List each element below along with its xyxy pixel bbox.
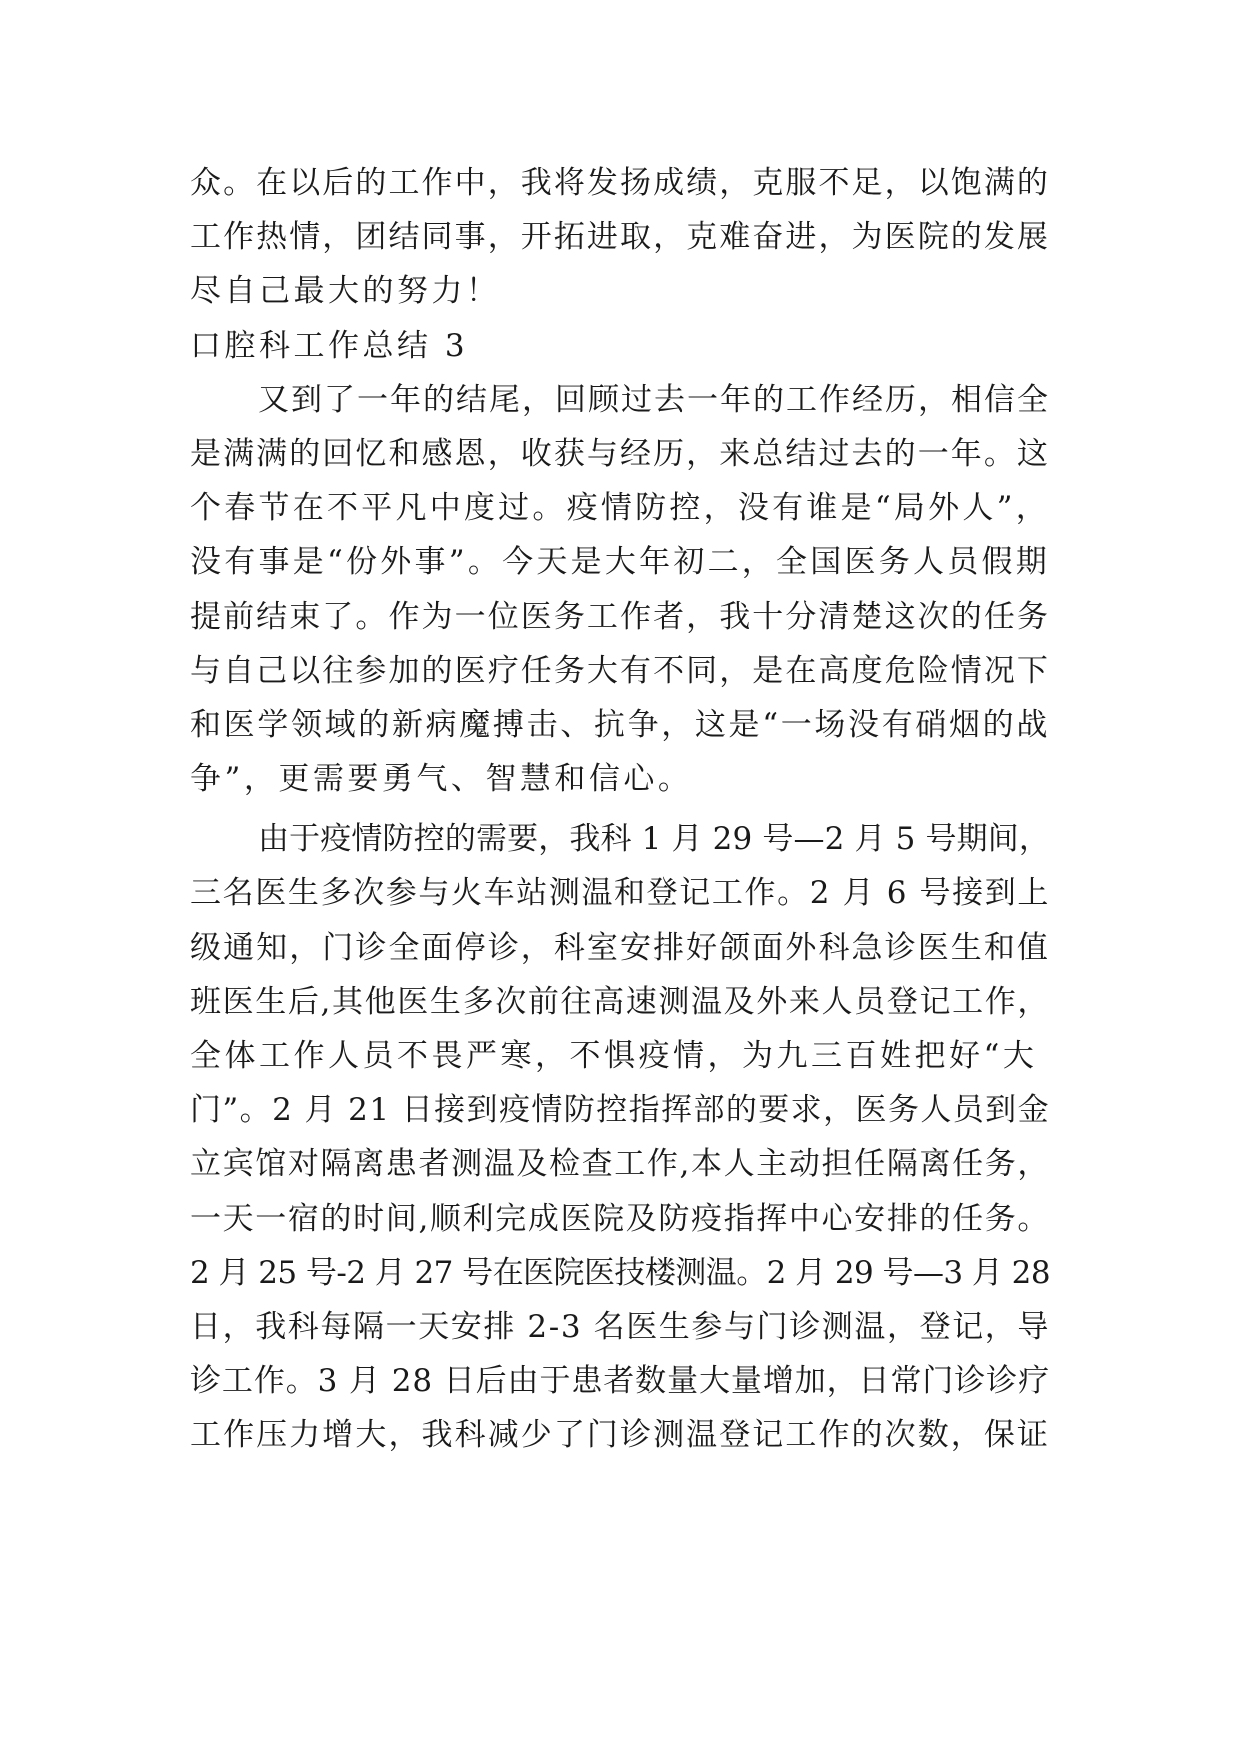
section-heading: 口腔科工作总结 3 bbox=[190, 327, 469, 364]
text-line: 日，我科每隔一天安排 2-3 名医生参与门诊测温，登记，导 bbox=[190, 1308, 1050, 1345]
text-line: 又到了一年的结尾，回顾过去一年的工作经历，相信全 bbox=[258, 381, 1050, 418]
text-line: 工作热情，团结同事，开拓进取，克难奋进，为医院的发展 bbox=[190, 219, 1050, 256]
text-line: 由于疫情防控的需要，我科 1 月 29 号—2 月 5 号期间， bbox=[258, 821, 1050, 858]
document-body bbox=[190, 156, 1050, 1463]
text-line: 争”，更需要勇气、智慧和信心。 bbox=[190, 761, 693, 798]
text-line: 与自己以往参加的医疗任务大有不同，是在高度危险情况下 bbox=[190, 652, 1050, 689]
text-line: 和医学领域的新病魔搏击、抗争，这是“一场没有硝烟的战 bbox=[190, 706, 1050, 743]
text-line: 尽自己最大的努力！ bbox=[190, 273, 501, 310]
text-line: 众。在以后的工作中，我将发扬成绩，克服不足，以饱满的 bbox=[190, 165, 1050, 201]
text-line: 班医生后,其他医生多次前往高速测温及外来人员登记工作， bbox=[190, 983, 1050, 1020]
text-line: 是满满的回忆和感恩，收获与经历，来总结过去的一年。这 bbox=[190, 435, 1050, 472]
text-line: 工作压力增大，我科减少了门诊测温登记工作的次数，保证 bbox=[190, 1417, 1050, 1454]
text-line: 三名医生多次参与火车站测温和登记工作。2 月 6 号接到上 bbox=[190, 875, 1050, 912]
text-line: 一天一宿的时间,顺利完成医院及防疫指挥中心安排的任务。 bbox=[190, 1200, 1050, 1237]
text-line: 个春节在不平凡中度过。疫情防控，没有谁是“局外人”， bbox=[190, 490, 1050, 527]
text-line: 提前结束了。作为一位医务工作者，我十分清楚这次的任务 bbox=[190, 598, 1050, 635]
text-line: 诊工作。3 月 28 日后由于患者数量大量增加，日常门诊诊疗 bbox=[190, 1363, 1050, 1400]
text-line: 没有事是“份外事”。今天是大年初二，全国医务人员假期 bbox=[190, 544, 1050, 581]
text-line: 门”。2 月 21 日接到疫情防控指挥部的要求，医务人员到金 bbox=[190, 1092, 1050, 1129]
text-line: 立宾馆对隔离患者测温及检查工作,本人主动担任隔离任务， bbox=[190, 1146, 1050, 1183]
text-line: 2 月 25 号-2 月 27 号在医院医技楼测温。2 月 29 号—3 月 28 bbox=[190, 1254, 1050, 1291]
text-line: 全体工作人员不畏严寒，不惧疫情，为九三百姓把好“大 bbox=[190, 1038, 1038, 1074]
text-line: 级通知，门诊全面停诊，科室安排好颌面外科急诊医生和值 bbox=[190, 929, 1050, 966]
